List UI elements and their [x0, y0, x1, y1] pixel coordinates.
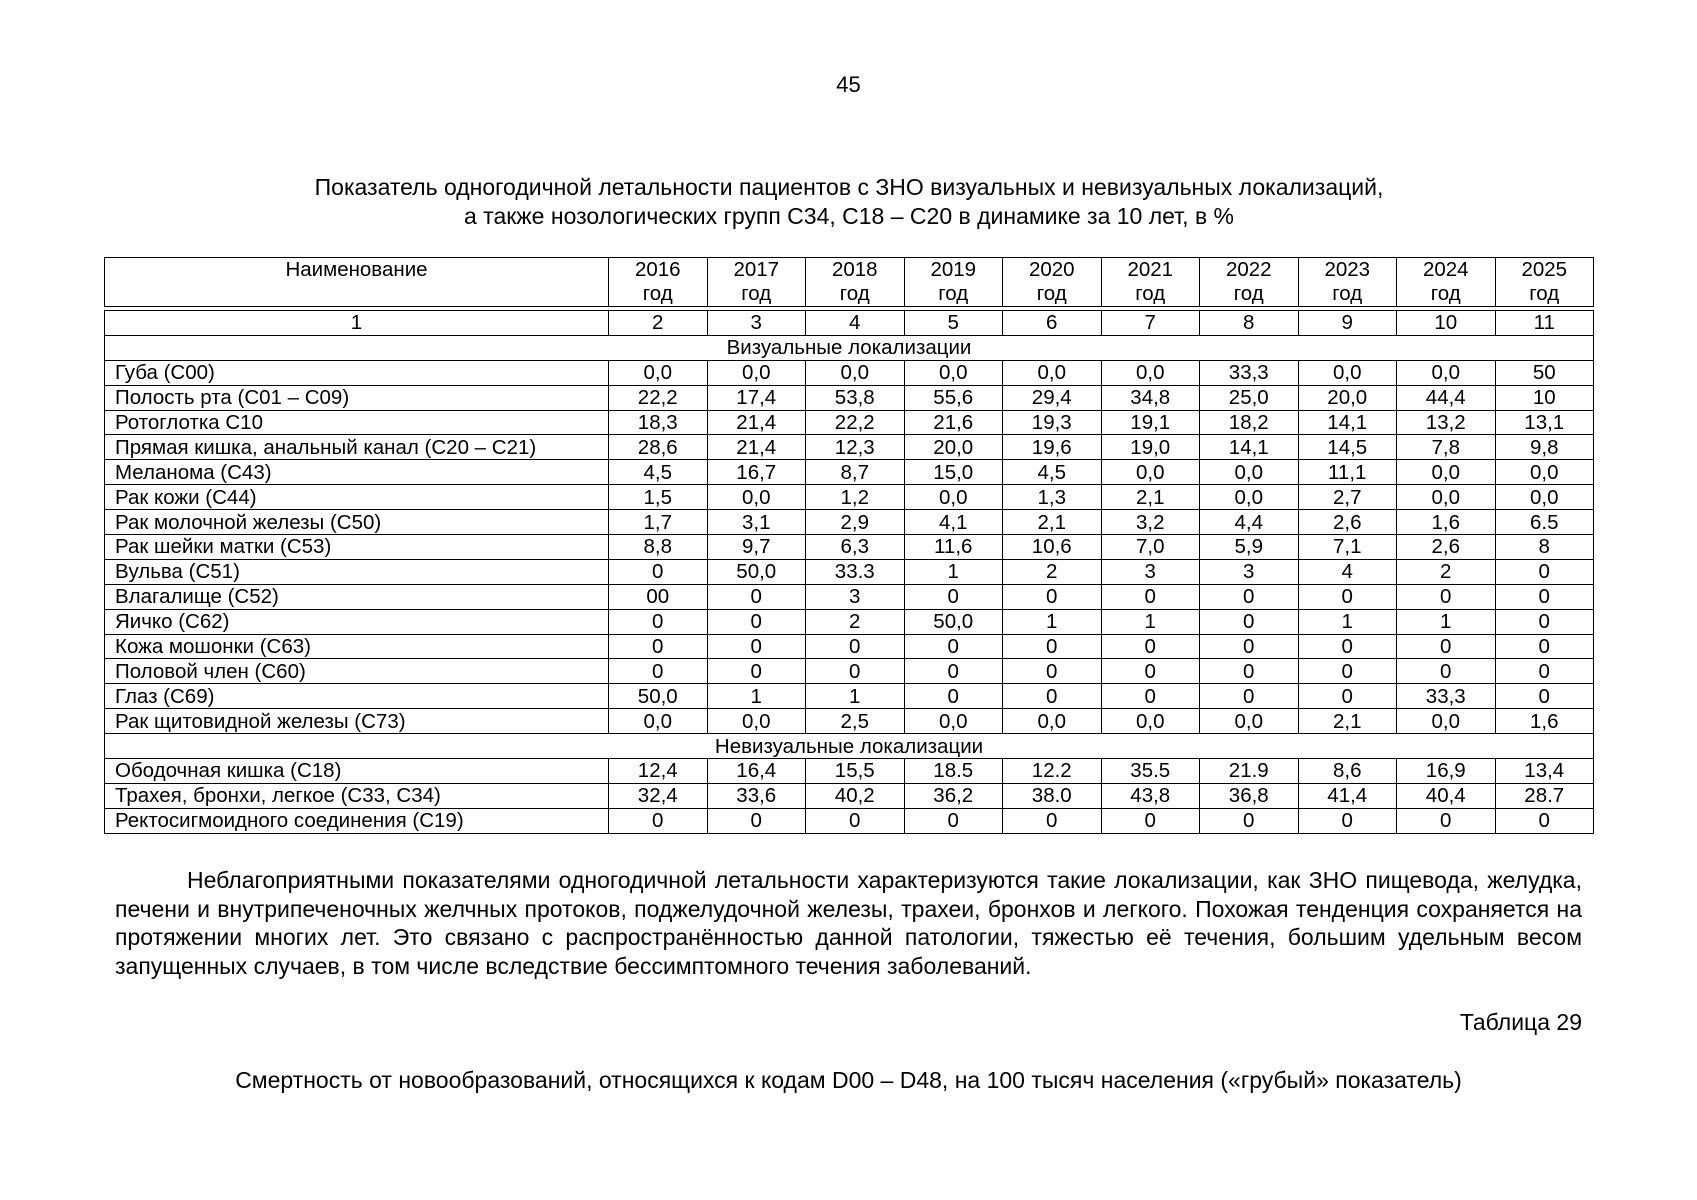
header-year: 2016 [634, 258, 681, 281]
value-cell: 0,0 [806, 360, 905, 385]
value-cell: 7,1 [1298, 535, 1397, 560]
value-cell: 2,5 [806, 709, 905, 734]
value-cell: 15,5 [806, 759, 905, 784]
value-cell: 0 [1298, 659, 1397, 684]
table-row [105, 709, 1594, 734]
header-year-unit: год [938, 282, 969, 305]
value-cell: 0,0 [609, 360, 708, 385]
value-cell: 12.2 [1003, 759, 1102, 784]
value-cell: 0 [1495, 584, 1594, 609]
value-cell: 35.5 [1101, 759, 1200, 784]
value-cell: 5,9 [1200, 535, 1299, 560]
value-cell: 3 [1101, 559, 1200, 584]
value-cell: 38.0 [1003, 783, 1102, 808]
value-cell: 0 [707, 808, 806, 833]
value-cell: 0 [1101, 684, 1200, 709]
table-title-line-2: а также нозологических групп С34, С18 – С20 в динамике за 10 лет, в % [463, 203, 1235, 229]
value-cell: 0 [904, 659, 1003, 684]
value-cell: 0 [1397, 808, 1496, 833]
value-cell: 1 [1101, 609, 1200, 634]
column-number-cell: 11 [1495, 311, 1594, 336]
value-cell: 2 [806, 609, 905, 634]
value-cell: 19,0 [1101, 435, 1200, 460]
row-name-cell: Кожа мошонки (С63) [105, 634, 609, 659]
value-cell: 0,0 [1298, 360, 1397, 385]
value-cell: 0 [609, 634, 708, 659]
value-cell: 0,0 [1101, 360, 1200, 385]
column-number-cell: 3 [707, 311, 806, 336]
value-cell: 4,4 [1200, 510, 1299, 535]
value-cell: 13,1 [1495, 410, 1594, 435]
table-row [105, 535, 1594, 560]
next-table-title: Смертность от новообразований, относящихся к кодам D00 – D48, на 100 тысяч населения («грубый» показатель) [235, 1067, 1462, 1093]
header-year-unit: год [642, 282, 673, 305]
value-cell: 7,0 [1101, 535, 1200, 560]
value-cell: 2,6 [1298, 510, 1397, 535]
row-name-cell: Рак молочной железы (С50) [105, 510, 609, 535]
value-cell: 2 [1397, 559, 1496, 584]
value-cell: 0,0 [1003, 709, 1102, 734]
value-cell: 8,6 [1298, 759, 1397, 784]
table-row [105, 808, 1594, 833]
value-cell: 32,4 [609, 783, 708, 808]
row-name-cell: Глаз (С69) [105, 684, 609, 709]
section-row [105, 734, 1594, 759]
value-cell: 0 [1200, 609, 1299, 634]
value-cell: 0 [1397, 659, 1496, 684]
section-title: Невизуальные локализации [105, 734, 1594, 759]
value-cell: 2,7 [1298, 485, 1397, 510]
value-cell: 0 [707, 659, 806, 684]
value-cell: 8 [1495, 535, 1594, 560]
value-cell: 2,1 [1298, 709, 1397, 734]
value-cell: 0 [1495, 559, 1594, 584]
value-cell: 50,0 [609, 684, 708, 709]
header-year-cell [1200, 258, 1299, 307]
value-cell: 0 [1101, 808, 1200, 833]
table-row [105, 584, 1594, 609]
value-cell: 10,6 [1003, 535, 1102, 560]
header-year-cell [1003, 258, 1102, 307]
value-cell: 41,4 [1298, 783, 1397, 808]
value-cell: 0 [707, 609, 806, 634]
value-cell: 12,3 [806, 435, 905, 460]
value-cell: 0 [609, 659, 708, 684]
value-cell: 33,6 [707, 783, 806, 808]
value-cell: 13,4 [1495, 759, 1594, 784]
value-cell: 33,3 [1200, 360, 1299, 385]
value-cell: 21.9 [1200, 759, 1299, 784]
table-row [105, 510, 1594, 535]
value-cell: 0 [1101, 584, 1200, 609]
value-cell: 2,1 [1101, 485, 1200, 510]
value-cell: 0 [1495, 808, 1594, 833]
value-cell: 0 [707, 634, 806, 659]
table-title [104, 173, 1594, 231]
value-cell: 4,5 [609, 460, 708, 485]
value-cell: 14,1 [1298, 410, 1397, 435]
value-cell: 16,7 [707, 460, 806, 485]
value-cell: 33,3 [1397, 684, 1496, 709]
body-paragraph: Неблагоприятными показателями одногодичной летальности характеризуются такие локализации, как ЗНО пищевода, желудка, печени и внутрипеченочных желчных протоков, поджелудочной железы, трахеи, бронхов и легкого. Похожая тенденция сохраняется на протяжении многих лет. Это связано с распространённостью данной патологии, тяжестью её течения, большим удельным весом запущенных случаев, в том числе вследствие бессимптомного течения заболеваний. [115, 867, 1582, 979]
value-cell: 22,2 [609, 385, 708, 410]
row-name-cell: Рак щитовидной железы (С73) [105, 709, 609, 734]
header-year-unit: год [1233, 282, 1264, 305]
value-cell: 0 [1003, 808, 1102, 833]
value-cell: 1,6 [1495, 709, 1594, 734]
value-cell: 1,3 [1003, 485, 1102, 510]
value-cell: 34,8 [1101, 385, 1200, 410]
value-cell: 0 [1200, 808, 1299, 833]
header-year-cell [707, 258, 806, 307]
row-name-cell: Вульва (С51) [105, 559, 609, 584]
value-cell: 0,0 [1397, 709, 1496, 734]
value-cell: 0,0 [904, 360, 1003, 385]
value-cell: 0,0 [707, 360, 806, 385]
value-cell: 0 [904, 684, 1003, 709]
value-cell: 0 [1200, 659, 1299, 684]
value-cell: 1,7 [609, 510, 708, 535]
value-cell: 2 [1003, 559, 1102, 584]
value-cell: 17,4 [707, 385, 806, 410]
value-cell: 7,8 [1397, 435, 1496, 460]
value-cell: 0 [1200, 584, 1299, 609]
column-number-cell: 1 [105, 311, 609, 336]
header-year-cell [1495, 258, 1594, 307]
table-row [105, 559, 1594, 584]
row-name-cell: Влагалище (С52) [105, 584, 609, 609]
header-year-unit: год [839, 282, 870, 305]
value-cell: 11,1 [1298, 460, 1397, 485]
value-cell: 43,8 [1101, 783, 1200, 808]
value-cell: 0 [806, 634, 905, 659]
value-cell: 0 [1495, 659, 1594, 684]
value-cell: 44,4 [1397, 385, 1496, 410]
value-cell: 0 [1397, 584, 1496, 609]
value-cell: 20,0 [1298, 385, 1397, 410]
value-cell: 18,2 [1200, 410, 1299, 435]
value-cell: 3 [1200, 559, 1299, 584]
page-number: 45 [836, 72, 861, 97]
value-cell: 0 [1200, 684, 1299, 709]
header-year-cell [1397, 258, 1496, 307]
value-cell: 0 [1298, 808, 1397, 833]
table-row [105, 385, 1594, 410]
row-name-cell: Трахея, бронхи, легкое (С33, С34) [105, 783, 609, 808]
value-cell: 0 [1495, 609, 1594, 634]
value-cell: 0 [609, 808, 708, 833]
value-cell: 00 [609, 584, 708, 609]
value-cell: 18,3 [609, 410, 708, 435]
column-number-cell: 2 [609, 311, 708, 336]
value-cell: 12,4 [609, 759, 708, 784]
table-row [105, 460, 1594, 485]
value-cell: 16,9 [1397, 759, 1496, 784]
value-cell: 9,8 [1495, 435, 1594, 460]
value-cell: 0,0 [1101, 460, 1200, 485]
value-cell: 14,1 [1200, 435, 1299, 460]
value-cell: 0 [904, 634, 1003, 659]
value-cell: 0,0 [904, 709, 1003, 734]
table-row [105, 634, 1594, 659]
value-cell: 0 [1003, 584, 1102, 609]
header-year: 2019 [930, 258, 977, 281]
header-year: 2021 [1127, 258, 1174, 281]
value-cell: 28.7 [1495, 783, 1594, 808]
value-cell: 0 [806, 808, 905, 833]
row-name-cell: Ротоглотка С10 [105, 410, 609, 435]
value-cell: 2,1 [1003, 510, 1102, 535]
value-cell: 4 [1298, 559, 1397, 584]
column-number-cell: 6 [1003, 311, 1102, 336]
table-body [105, 311, 1594, 834]
value-cell: 21,4 [707, 435, 806, 460]
value-cell: 0,0 [1397, 485, 1496, 510]
section-row [105, 335, 1594, 360]
value-cell: 40,2 [806, 783, 905, 808]
value-cell: 40,4 [1397, 783, 1496, 808]
value-cell: 0 [1200, 634, 1299, 659]
value-cell: 0 [806, 659, 905, 684]
table-row [105, 659, 1594, 684]
header-year-unit: год [1529, 282, 1560, 305]
header-year-unit: год [1135, 282, 1166, 305]
header-year-cell [1298, 258, 1397, 307]
header-year: 2018 [831, 258, 878, 281]
value-cell: 0,0 [1200, 709, 1299, 734]
value-cell: 1 [1003, 609, 1102, 634]
value-cell: 0,0 [1101, 709, 1200, 734]
value-cell: 6,3 [806, 535, 905, 560]
column-number-cell: 10 [1397, 311, 1496, 336]
column-number-row [105, 311, 1594, 336]
header-year: 2024 [1422, 258, 1469, 281]
value-cell: 1 [1397, 609, 1496, 634]
value-cell: 0,0 [1495, 485, 1594, 510]
header-year-unit: год [741, 282, 772, 305]
value-cell: 3,2 [1101, 510, 1200, 535]
value-cell: 16,4 [707, 759, 806, 784]
column-number-cell: 7 [1101, 311, 1200, 336]
value-cell: 0 [609, 559, 708, 584]
row-name-cell: Ректосигмоидного соединения (С19) [105, 808, 609, 833]
value-cell: 1 [904, 559, 1003, 584]
value-cell: 2,6 [1397, 535, 1496, 560]
header-year-cell [1101, 258, 1200, 307]
value-cell: 3 [806, 584, 905, 609]
table-row [105, 410, 1594, 435]
value-cell: 1 [707, 684, 806, 709]
value-cell: 1,2 [806, 485, 905, 510]
value-cell: 1,5 [609, 485, 708, 510]
table-row [105, 783, 1594, 808]
table-row [105, 435, 1594, 460]
value-cell: 0,0 [904, 485, 1003, 510]
value-cell: 21,4 [707, 410, 806, 435]
row-name-cell: Половой член (С60) [105, 659, 609, 684]
value-cell: 13,2 [1397, 410, 1496, 435]
column-number-cell: 4 [806, 311, 905, 336]
header-name-cell: Наименование [105, 258, 609, 307]
value-cell: 0 [904, 584, 1003, 609]
header-year-cell [609, 258, 708, 307]
value-cell: 19,1 [1101, 410, 1200, 435]
value-cell: 53,8 [806, 385, 905, 410]
value-cell: 0 [1495, 684, 1594, 709]
value-cell: 0,0 [1003, 360, 1102, 385]
value-cell: 0 [1298, 684, 1397, 709]
value-cell: 1,6 [1397, 510, 1496, 535]
value-cell: 50,0 [707, 559, 806, 584]
header-year: 2023 [1324, 258, 1371, 281]
value-cell: 18.5 [904, 759, 1003, 784]
value-cell: 0,0 [1397, 460, 1496, 485]
value-cell: 0,0 [707, 485, 806, 510]
value-cell: 0 [1495, 634, 1594, 659]
value-cell: 1 [806, 684, 905, 709]
value-cell: 0,0 [1397, 360, 1496, 385]
value-cell: 29,4 [1003, 385, 1102, 410]
row-name-cell: Яичко (С62) [105, 609, 609, 634]
row-name-cell: Меланома (С43) [105, 460, 609, 485]
row-name-cell: Прямая кишка, анальный канал (С20 – С21) [105, 435, 609, 460]
value-cell: 0 [1101, 659, 1200, 684]
row-name-cell: Рак шейки матки (С53) [105, 535, 609, 560]
value-cell: 0 [1003, 684, 1102, 709]
next-table-label: Таблица 29 [1459, 1009, 1582, 1035]
row-name-cell: Губа (С00) [105, 360, 609, 385]
value-cell: 14,5 [1298, 435, 1397, 460]
row-name-cell: Ободочная кишка (С18) [105, 759, 609, 784]
value-cell: 6.5 [1495, 510, 1594, 535]
value-cell: 0 [1298, 584, 1397, 609]
value-cell: 50 [1495, 360, 1594, 385]
value-cell: 11,6 [904, 535, 1003, 560]
value-cell: 8,7 [806, 460, 905, 485]
header-year-cell [806, 258, 905, 307]
row-name-cell: Полость рта (С01 – С09) [105, 385, 609, 410]
value-cell: 33.3 [806, 559, 905, 584]
header-year-cell [904, 258, 1003, 307]
value-cell: 36,8 [1200, 783, 1299, 808]
value-cell: 22,2 [806, 410, 905, 435]
value-cell: 21,6 [904, 410, 1003, 435]
column-number-cell: 8 [1200, 311, 1299, 336]
value-cell: 55,6 [904, 385, 1003, 410]
value-cell: 4,5 [1003, 460, 1102, 485]
table-header [104, 257, 1594, 307]
section-title: Визуальные локализации [105, 335, 1594, 360]
value-cell: 2,9 [806, 510, 905, 535]
value-cell: 0 [707, 584, 806, 609]
table-row [105, 759, 1594, 784]
value-cell: 0,0 [1495, 460, 1594, 485]
table-row [105, 609, 1594, 634]
header-year: 2020 [1028, 258, 1075, 281]
header-year-unit: год [1430, 282, 1461, 305]
value-cell: 20,0 [904, 435, 1003, 460]
row-name-cell: Рак кожи (С44) [105, 485, 609, 510]
value-cell: 0 [1397, 634, 1496, 659]
column-number-cell: 5 [904, 311, 1003, 336]
value-cell: 0 [1003, 634, 1102, 659]
value-cell: 9,7 [707, 535, 806, 560]
value-cell: 3,1 [707, 510, 806, 535]
value-cell: 36,2 [904, 783, 1003, 808]
header-year: 2025 [1521, 258, 1568, 281]
value-cell: 8,8 [609, 535, 708, 560]
value-cell: 0,0 [1200, 460, 1299, 485]
table-row [105, 360, 1594, 385]
value-cell: 50,0 [904, 609, 1003, 634]
value-cell: 19,3 [1003, 410, 1102, 435]
column-number-cell: 9 [1298, 311, 1397, 336]
header-year: 2017 [733, 258, 780, 281]
value-cell: 0,0 [609, 709, 708, 734]
value-cell: 0 [609, 609, 708, 634]
value-cell: 0 [904, 808, 1003, 833]
value-cell: 0,0 [707, 709, 806, 734]
value-cell: 4,1 [904, 510, 1003, 535]
table-row [105, 684, 1594, 709]
lethality-table [104, 310, 1594, 834]
value-cell: 10 [1495, 385, 1594, 410]
value-cell: 1 [1298, 609, 1397, 634]
value-cell: 0,0 [1200, 485, 1299, 510]
header-year-unit: год [1036, 282, 1067, 305]
header-row [105, 258, 1594, 307]
value-cell: 0 [1101, 634, 1200, 659]
table-title-line-1: Показатель одногодичной летальности пациентов с ЗНО визуальных и невизуальных локализаций, [314, 174, 1384, 200]
value-cell: 15,0 [904, 460, 1003, 485]
value-cell: 0 [1003, 659, 1102, 684]
value-cell: 0 [1298, 634, 1397, 659]
value-cell: 19,6 [1003, 435, 1102, 460]
header-year: 2022 [1225, 258, 1272, 281]
value-cell: 28,6 [609, 435, 708, 460]
value-cell: 25,0 [1200, 385, 1299, 410]
header-year-unit: год [1332, 282, 1363, 305]
table-row [105, 485, 1594, 510]
